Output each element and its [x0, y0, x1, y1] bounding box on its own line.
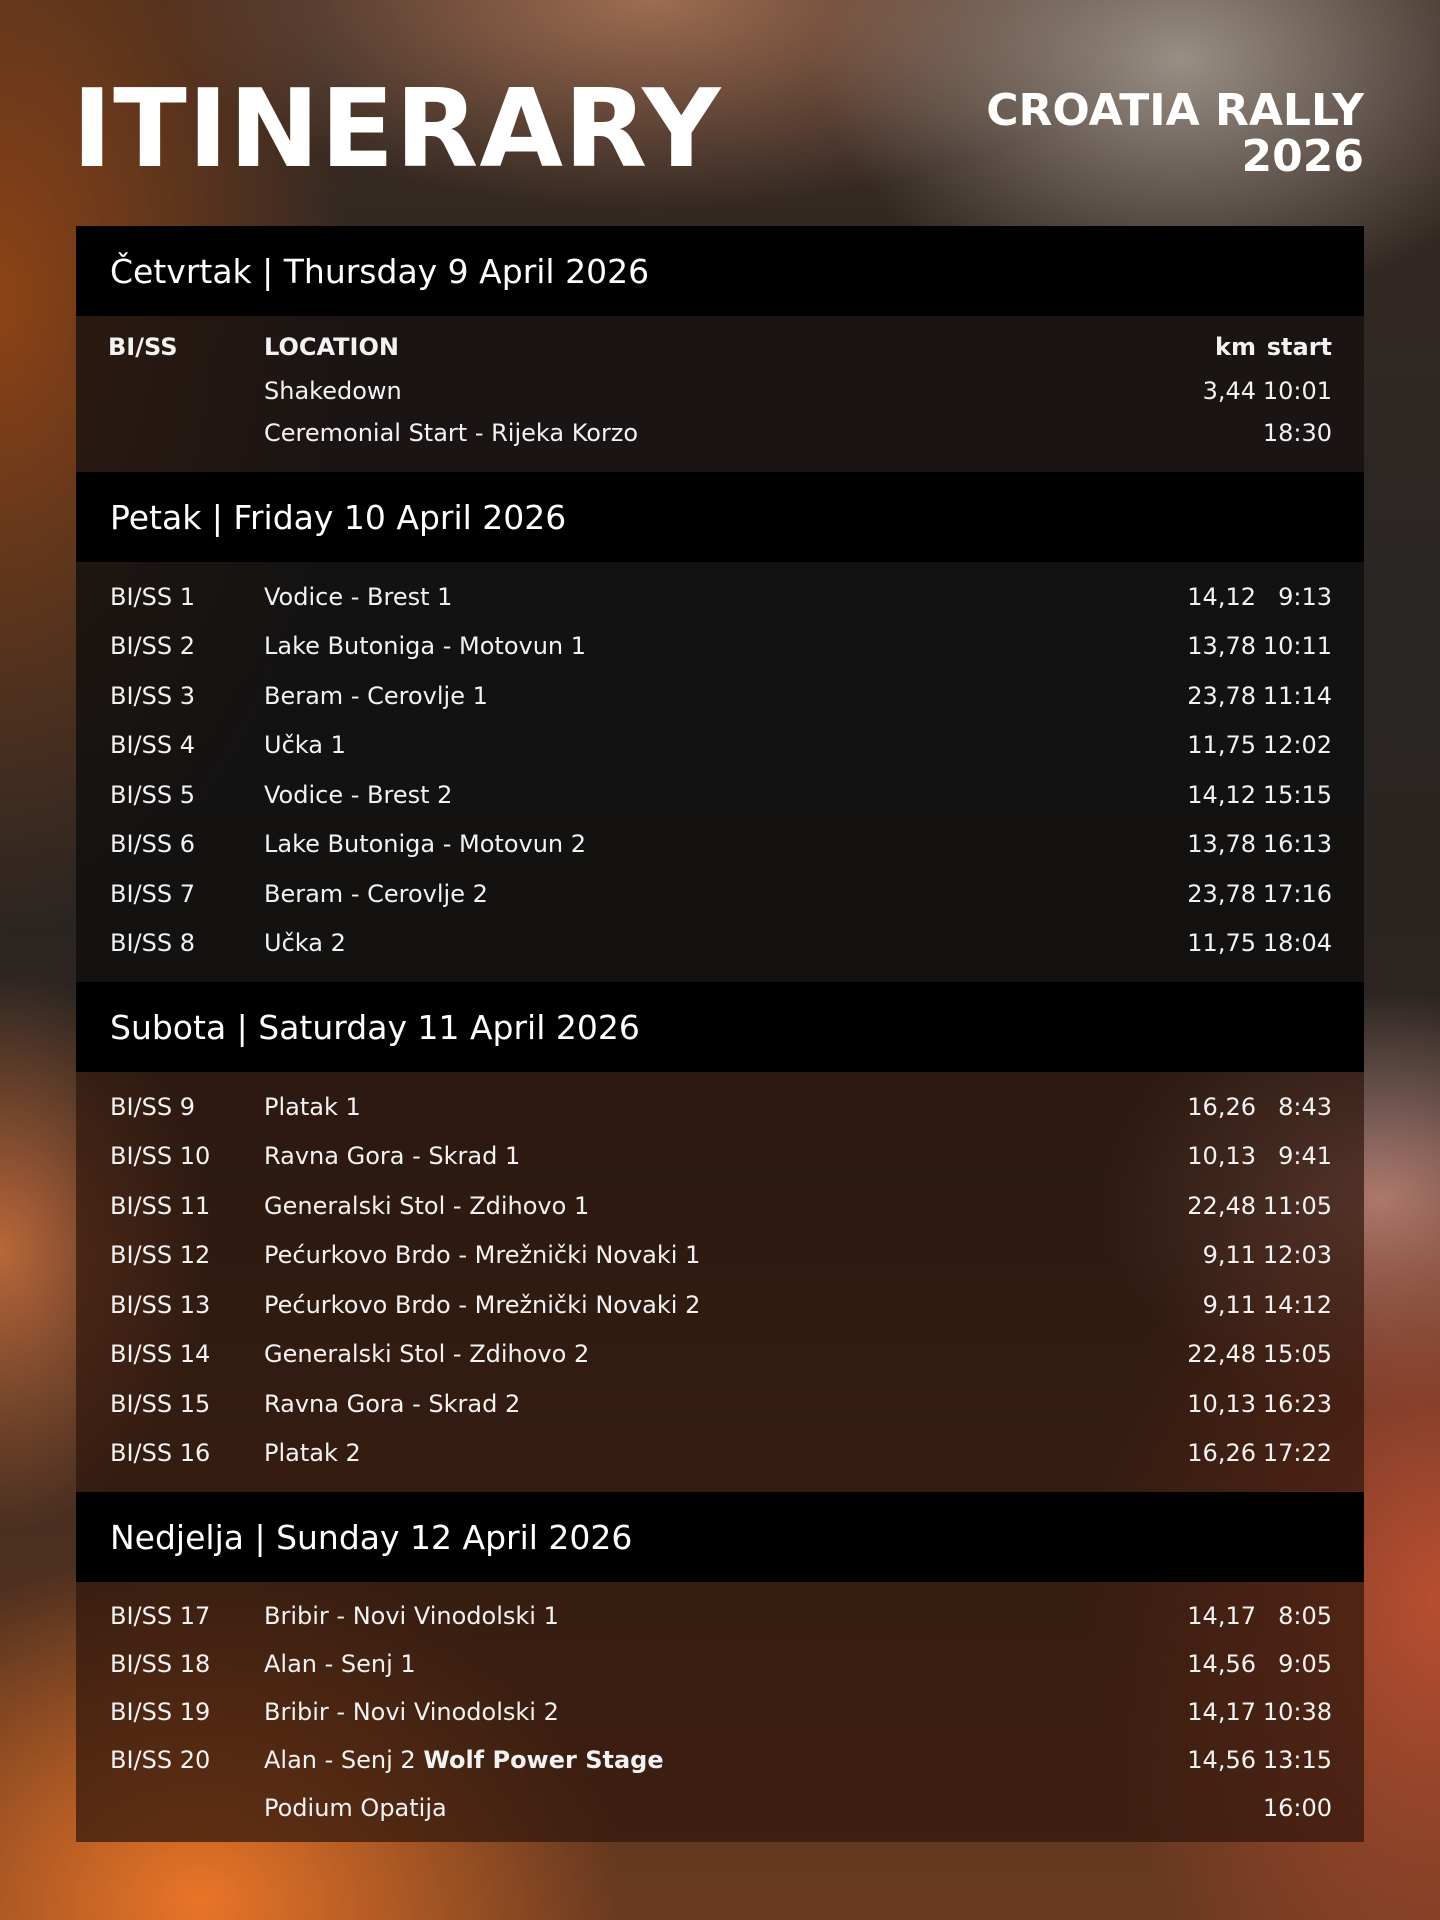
stage-number: BI/SS 6 — [110, 830, 195, 859]
day-body-friday — [76, 562, 1364, 982]
table-row — [76, 1082, 1364, 1132]
stage-number: BI/SS 11 — [110, 1191, 211, 1220]
stage-start: 17:22 — [1262, 1439, 1332, 1468]
page-title: ITINERARY — [72, 67, 722, 192]
column-header-location: LOCATION — [264, 333, 399, 361]
stage-km: 11,75 — [1187, 731, 1256, 760]
stage-number: BI/SS 13 — [110, 1290, 211, 1319]
stage-start: 11:05 — [1262, 1191, 1332, 1220]
event-name-line2: 2026 — [1241, 131, 1364, 182]
column-header-start: start — [1266, 333, 1332, 361]
day-body-thursday — [76, 316, 1364, 472]
stage-km: 23,78 — [1187, 681, 1256, 710]
stage-location-text: Alan - Senj 2 — [264, 1746, 416, 1774]
table-row — [76, 370, 1364, 412]
stage-number: BI/SS 16 — [110, 1439, 211, 1468]
stage-location: Beram - Cerovlje 1 — [264, 681, 488, 710]
stage-km: 14,56 — [1187, 1650, 1256, 1678]
stage-km: 10,13 — [1187, 1389, 1256, 1418]
stage-start: 14:12 — [1262, 1290, 1332, 1319]
table-row — [76, 1379, 1364, 1429]
stage-km: 22,48 — [1187, 1191, 1256, 1220]
stage-location: Bribir - Novi Vinodolski 1 — [264, 1602, 559, 1630]
stage-km: 13,78 — [1187, 632, 1256, 661]
day-body-saturday — [76, 1072, 1364, 1492]
stage-km: 14,56 — [1187, 1746, 1256, 1774]
stage-km: 14,12 — [1187, 780, 1256, 809]
table-row — [76, 622, 1364, 672]
stage-location: Lake Butoniga - Motovun 2 — [264, 830, 587, 859]
stage-start: 12:03 — [1262, 1241, 1332, 1270]
table-row — [76, 1592, 1364, 1640]
column-header-row — [76, 324, 1364, 370]
table-row — [76, 1132, 1364, 1182]
stage-location: Bribir - Novi Vinodolski 2 — [264, 1698, 559, 1726]
stage-start: 11:14 — [1262, 681, 1332, 710]
table-row — [76, 1784, 1364, 1832]
stage-km: 14,17 — [1187, 1602, 1256, 1630]
stage-number: BI/SS 3 — [110, 681, 195, 710]
table-row — [76, 1330, 1364, 1380]
stage-location: Generalski Stol - Zdihovo 2 — [264, 1340, 590, 1369]
stage-start: 16:23 — [1262, 1389, 1332, 1418]
stage-start: 16:13 — [1262, 830, 1332, 859]
stage-km: 23,78 — [1187, 879, 1256, 908]
table-row — [76, 1280, 1364, 1330]
event-name-line1: CROATIA RALLY — [986, 85, 1364, 136]
stage-km: 14,17 — [1187, 1698, 1256, 1726]
stage-start: 8:05 — [1278, 1602, 1332, 1630]
stage-start: 10:11 — [1262, 632, 1332, 661]
stage-km: 16,26 — [1187, 1439, 1256, 1468]
stage-location: Učka 2 — [264, 929, 346, 958]
day-header-friday: Petak | Friday 10 April 2026 — [76, 472, 1364, 562]
table-row — [76, 1231, 1364, 1281]
stage-start: 12:02 — [1262, 731, 1332, 760]
stage-km: 16,26 — [1187, 1092, 1256, 1121]
stage-km: 13,78 — [1187, 830, 1256, 859]
stage-location: Platak 1 — [264, 1092, 361, 1121]
table-row — [76, 1688, 1364, 1736]
stage-number: BI/SS 2 — [110, 632, 195, 661]
stage-number: BI/SS 4 — [110, 731, 195, 760]
stage-number: BI/SS 19 — [110, 1698, 211, 1726]
stage-location: Ceremonial Start - Rijeka Korzo — [264, 419, 639, 447]
stage-location: Vodice - Brest 2 — [264, 780, 453, 809]
itinerary-table — [76, 226, 1364, 1842]
stage-location: Platak 2 — [264, 1439, 361, 1468]
stage-km: 3,44 — [1202, 377, 1256, 405]
table-row — [76, 721, 1364, 771]
stage-location: Lake Butoniga - Motovun 1 — [264, 632, 587, 661]
event-name — [986, 85, 1364, 182]
stage-location: Pećurkovo Brdo - Mrežnički Novaki 1 — [264, 1241, 701, 1270]
stage-start: 10:38 — [1262, 1698, 1332, 1726]
table-row — [76, 1181, 1364, 1231]
stage-location: Pećurkovo Brdo - Mrežnički Novaki 2 — [264, 1290, 701, 1319]
stage-number: BI/SS 20 — [110, 1746, 211, 1774]
stage-start: 9:13 — [1278, 582, 1332, 611]
stage-number: BI/SS 10 — [110, 1142, 211, 1171]
stage-start: 17:16 — [1262, 879, 1332, 908]
stage-start: 8:43 — [1278, 1092, 1332, 1121]
day-header-thursday: Četvrtak | Thursday 9 April 2026 — [76, 226, 1364, 316]
power-stage-label: Wolf Power Stage — [423, 1746, 664, 1774]
stage-number: BI/SS 7 — [110, 879, 195, 908]
stage-number: BI/SS 1 — [110, 582, 195, 611]
table-row — [76, 412, 1364, 454]
stage-start: 18:30 — [1262, 419, 1332, 447]
stage-location: Generalski Stol - Zdihovo 1 — [264, 1191, 590, 1220]
table-row — [76, 770, 1364, 820]
stage-location: Vodice - Brest 1 — [264, 582, 453, 611]
stage-location: Alan - Senj 1 — [264, 1650, 416, 1678]
stage-number: BI/SS 14 — [110, 1340, 211, 1369]
stage-km: 9,11 — [1202, 1290, 1256, 1319]
stage-number: BI/SS 9 — [110, 1092, 195, 1121]
day-header-saturday: Subota | Saturday 11 April 2026 — [76, 982, 1364, 1072]
day-header-sunday: Nedjelja | Sunday 12 April 2026 — [76, 1492, 1364, 1582]
table-row — [76, 1429, 1364, 1479]
table-row — [76, 869, 1364, 919]
stage-location: Učka 1 — [264, 731, 346, 760]
stage-start: 15:05 — [1262, 1340, 1332, 1369]
table-row — [76, 1640, 1364, 1688]
stage-start: 13:15 — [1262, 1746, 1332, 1774]
table-row — [76, 1736, 1364, 1784]
day-body-sunday — [76, 1582, 1364, 1842]
stage-start: 18:04 — [1262, 929, 1332, 958]
stage-km: 9,11 — [1202, 1241, 1256, 1270]
stage-start: 9:05 — [1278, 1650, 1332, 1678]
stage-start: 15:15 — [1262, 780, 1332, 809]
stage-number: BI/SS 8 — [110, 929, 195, 958]
stage-location — [264, 1746, 1146, 1774]
table-row — [76, 671, 1364, 721]
stage-start: 16:00 — [1262, 1794, 1332, 1822]
stage-location: Ravna Gora - Skrad 1 — [264, 1142, 521, 1171]
stage-number: BI/SS 15 — [110, 1389, 211, 1418]
stage-km: 22,48 — [1187, 1340, 1256, 1369]
stage-start: 10:01 — [1262, 377, 1332, 405]
stage-location: Beram - Cerovlje 2 — [264, 879, 488, 908]
table-row — [76, 572, 1364, 622]
stage-number: BI/SS 17 — [110, 1602, 211, 1630]
column-header-km: km — [1215, 333, 1256, 361]
stage-km: 10,13 — [1187, 1142, 1256, 1171]
table-row — [76, 820, 1364, 870]
column-header-ss: BI/SS — [108, 333, 178, 361]
stage-location: Ravna Gora - Skrad 2 — [264, 1389, 521, 1418]
table-row — [76, 919, 1364, 969]
stage-start: 9:41 — [1278, 1142, 1332, 1171]
stage-location: Podium Opatija — [264, 1794, 447, 1822]
stage-number: BI/SS 5 — [110, 780, 195, 809]
stage-number: BI/SS 18 — [110, 1650, 211, 1678]
stage-number: BI/SS 12 — [110, 1241, 211, 1270]
stage-km: 11,75 — [1187, 929, 1256, 958]
stage-location: Shakedown — [264, 377, 402, 405]
stage-km: 14,12 — [1187, 582, 1256, 611]
